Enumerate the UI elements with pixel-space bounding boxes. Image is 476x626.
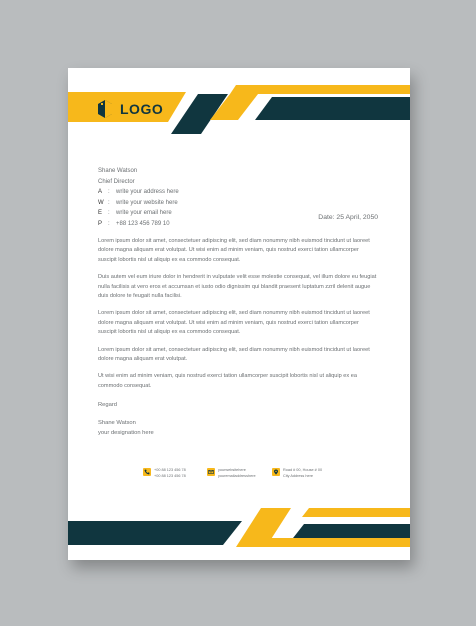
contact-email: E : write your email here	[98, 208, 179, 219]
sender-block	[98, 166, 179, 229]
closing-name: Shane Watson	[98, 420, 136, 427]
body-paragraph: Ut wisi enim ad minim veniam, quis nostrud exerci tation ullamcorper suscipit lobortis nisl ut aliquip ex ea commodo consequat.	[98, 373, 357, 389]
body-paragraph: Lorem ipsum dolor sit amet, consectetuer adipiscing elit, sed diam nonummy nibh euismod tincidunt ut laoreet dolore magna aliquam erat volutpat.	[98, 346, 370, 363]
contact-value: write your website here	[116, 199, 178, 206]
company-logo	[98, 100, 163, 118]
footer-address	[272, 468, 322, 480]
closing-regard: Regard	[98, 402, 118, 408]
footer-address-line1: Road # 00, House # 00	[283, 468, 323, 472]
letter-body	[98, 237, 379, 399]
footer-web-line1: yourwebsitehere	[218, 468, 246, 472]
contact-website: W : write your website here	[98, 198, 179, 209]
body-paragraph: Duis autem vel eum iriure dolor in hendrerit in vulputate velit esse molestie consequat, vel illum dolore eu feugiat nulla facilisis at vero eros et accumsan et iusto odio dignissim qui blandit praesent luptatum zzril delenit augue duis dolore te feugait nulla facilisi.	[98, 274, 377, 300]
logo-text: LOGO	[120, 101, 164, 117]
footer-shapes	[68, 508, 410, 547]
footer-web-line2: youremailaddresshere	[218, 473, 256, 478]
phone-icon	[143, 468, 151, 476]
contact-key: A	[98, 189, 103, 195]
contact-key: P	[98, 220, 103, 227]
body-paragraph: Lorem ipsum dolor sit amet, consectetuer adipiscing elit, sed diam nonummy nibh euismod tincidunt ut laoreet dolore magna aliquam erat volutpat. Ut wisi enim ad minim veniam, quis nostrud exerci tation ullamcorper suscipit lobortis nisl ut aliquip ex ea commodo consequat.	[98, 238, 370, 263]
body-paragraph: Lorem ipsum dolor sit amet, consectetuer adipiscing elit, sed diam nonummy nibh euismod tincidunt ut laoreet dolore magna aliquam erat volutpat. Ut wisi enim ad minim veniam, quis nostrud exerci tation ullamcorper suscipit lobortis nisl ut aliquip ex ea commodo consequat.	[98, 310, 370, 336]
contact-value: +88 123 456 789 10	[116, 220, 170, 227]
footer-address-line2: City Address here	[283, 473, 313, 478]
location-pin-icon	[272, 468, 280, 476]
mail-icon	[207, 468, 215, 476]
contact-address: A : write your address here	[98, 187, 179, 198]
contact-key: E	[98, 210, 103, 216]
contact-value: write your email here	[116, 210, 172, 216]
footer-web	[207, 468, 256, 480]
footer-phone	[143, 468, 186, 480]
footer-phone-line1: +00 88 123 456 78	[154, 468, 186, 472]
footer-phone-line2: +00 88 123 456 78	[154, 473, 186, 478]
contact-key: W	[98, 199, 104, 206]
closing-block	[98, 401, 154, 438]
sender-name: Shane Watson	[98, 168, 138, 174]
sender-title: Chief Director	[98, 178, 135, 185]
letterhead-page	[68, 68, 410, 560]
closing-designation: your designation here	[98, 429, 154, 436]
contact-phone: P : +88 123 456 789 10	[98, 219, 179, 230]
hexagon-logo-icon	[98, 100, 112, 118]
letter-date: Date: 25 April, 2050	[318, 214, 378, 221]
contact-value: write your address here	[116, 189, 179, 195]
